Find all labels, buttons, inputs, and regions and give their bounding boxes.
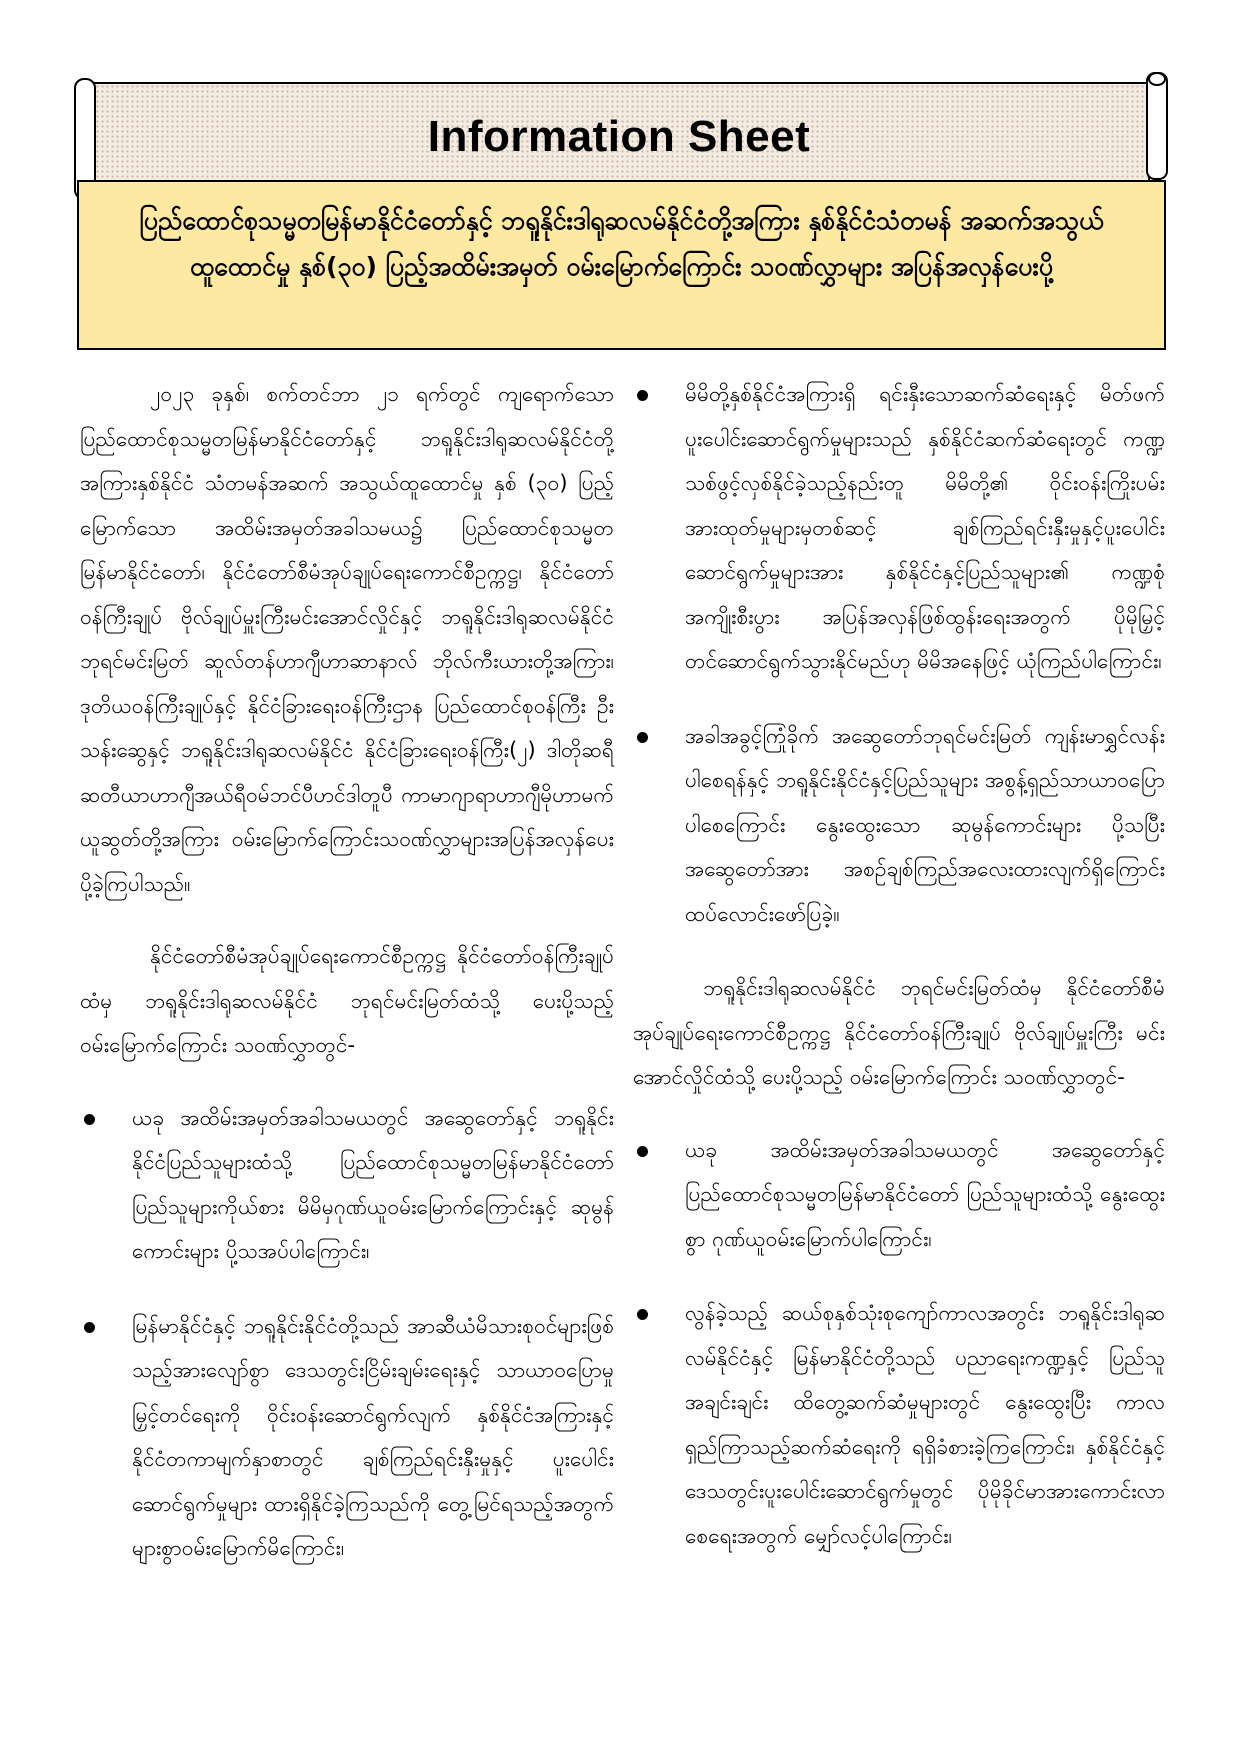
bullet-list	[80, 1096, 614, 1571]
list-item: ယခု အထိမ်းအမှတ်အခါသမယတွင် အဆွေတော်နှင့် ပြည်ထောင်စုသမ္မတမြန်မာနိုင်ငံတော် ပြည်သူများထံသို့ နွေးထွေးစွာ ဂုဏ်ယူဝမ်းမြောက်ပါကြောင်း၊	[633, 1128, 1165, 1262]
scroll-right-curl	[1146, 72, 1168, 180]
scroll-knob	[1148, 72, 1166, 86]
bullet-list	[633, 1128, 1165, 1559]
list-item: အခါအခွင့်ကြုံခိုက် အဆွေတော်ဘုရင်မင်းမြတ် ကျန်းမာရွှင်လန်းပါစေရန်နှင့် ဘရူနိုင်းနိုင်ငံနှင့်ပြည်သူများ အစွန့်ရှည်သာယာဝပြောပါစေကြောင်း နွေးထွေးသော ဆုမွန်ကောင်းများ ပို့သပြီး အဆွေတော်အား အစဉ်ချစ်ကြည်အလေးထားလျက်ရှိကြောင်း ထပ်လောင်းဖော်ပြခဲ့။	[633, 714, 1165, 937]
headline-box	[77, 180, 1166, 350]
title-banner	[74, 78, 1172, 184]
reply-intro-paragraph: ဘရူနိုင်းဒါရုဆလမ်နိုင်ငံ ဘုရင်မင်းမြတ်ထံမှ နိုင်ငံတော်စီမံအုပ်ချုပ်ရေးကောင်စီဥက္ကဋ္ဌ နိုင်ငံတော်ဝန်ကြီးချုပ် ဗိုလ်ချုပ်မှူးကြီး မင်းအောင်လှိုင်ထံသို့ ပေးပို့သည့် ဝမ်းမြောက်ကြောင်း သဝဏ်လွှာတွင်-	[633, 976, 1165, 1089]
list-item: မြန်မာနိုင်ငံနှင့် ဘရူနိုင်းနိုင်ငံတို့သည် အာဆီယံမိသားစုဝင်များဖြစ်သည့်အားလျော်စွာ ဒေသတွင်းငြိမ်းချမ်းရေးနှင့် သာယာဝပြောမှုမြှင့်တင်ရေးကို ဝိုင်းဝန်းဆောင်ရွက်လျက် နှစ်နိုင်ငံအကြားနှင့် နိုင်ငံတကာမျက်နှာစာတွင် ချစ်ကြည်ရင်းနှီးမှုနှင့် ပူးပေါင်းဆောင်ရွက်မှုများ ထားရှိနိုင်ခဲ့ကြသည်ကို တွေ့မြင်ရသည့်အတွက် များစွာဝမ်းမြောက်မိကြောင်း၊	[80, 1304, 614, 1571]
headline: ပြည်ထောင်စုသမ္မတမြန်မာနိုင်ငံတော်နှင့် ဘရူနိုင်းဒါရုဆလမ်နိုင်ငံတို့အကြား နှစ်နိုင်ငံသံတမန် အဆက်အသွယ်ထူထောင်မှု နှစ်(၃၀) ပြည့်အထိမ်းအမှတ် ဝမ်းမြောက်ကြောင်း သဝဏ်လွှာများ အပြန်အလှန်ပေးပို့	[139, 206, 1104, 281]
bullet-icon	[637, 390, 648, 401]
letter-intro-paragraph: နိုင်ငံတော်စီမံအုပ်ချုပ်ရေးကောင်စီဥက္ကဋ္ဌ နိုင်ငံတော်ဝန်ကြီးချုပ်ထံမှ ဘရူနိုင်းဒါရုဆလမ်နိုင်ငံ ဘုရင်မင်းမြတ်ထံသို့ ပေးပို့သည့် ဝမ်းမြောက်ကြောင်း သဝဏ်လွှာတွင်-	[80, 944, 614, 1057]
left-column	[80, 372, 614, 1601]
banner-body	[88, 82, 1150, 182]
list-item: ယခု အထိမ်းအမှတ်အခါသမယတွင် အဆွေတော်နှင့် ဘရူနိုင်းနိုင်ငံပြည်သူများထံသို့ ပြည်ထောင်စုသမ္မတမြန်မာနိုင်ငံတော် ပြည်သူများကိုယ်စား မိမိမှဂုဏ်ယူဝမ်းမြောက်ကြောင်းနှင့် ဆုမွန်ကောင်းများ ပို့သအပ်ပါကြောင်း၊	[80, 1096, 614, 1274]
bullet-icon	[84, 1114, 95, 1125]
bullet-list	[633, 372, 1165, 936]
bullet-icon	[637, 1146, 648, 1157]
bullet-icon	[84, 1322, 95, 1333]
sheet-title: Information Sheet	[427, 112, 811, 161]
list-item: လွန်ခဲ့သည့် ဆယ်စုနှစ်သုံးစုကျော်ကာလအတွင်း ဘရူနိုင်းဒါရုဆလမ်နိုင်ငံနှင့် မြန်မာနိုင်ငံတို့သည် ပညာရေးကဏ္ဍနှင့် ပြည်သူအချင်းချင်း ထိတွေ့ဆက်ဆံမှုများတွင် နွေးထွေးပြီး ကာလရှည်ကြာသည့်ဆက်ဆံရေးကို ရရှိခံစားခဲ့ကြကြောင်း၊ နှစ်နိုင်ငံနှင့် ဒေသတွင်းပူးပေါင်းဆောင်ရွက်မှုတွင် ပိုမိုခိုင်မာအားကောင်းလာစေရေးအတွက် မျှော်လင့်ပါကြောင်း၊	[633, 1291, 1165, 1558]
bullet-icon	[637, 1309, 648, 1320]
intro-paragraph: ၂၀၂၃ ခုနှစ်၊ စက်တင်ဘာ ၂၁ ရက်တွင် ကျရောက်သော ပြည်ထောင်စုသမ္မတမြန်မာနိုင်ငံတော်နှင့် ဘရူနိုင်းဒါရုဆလမ်နိုင်ငံတို့အကြားနှစ်နိုင်ငံ သံတမန်အဆက် အသွယ်ထူထောင်မှု နှစ် (၃၀) ပြည့်မြောက်သော အထိမ်းအမှတ်အခါသမယ၌ ပြည်ထောင်စုသမ္မတမြန်မာနိုင်ငံတော်၊ နိုင်ငံတော်စီမံအုပ်ချုပ်ရေးကောင်စီဥက္ကဋ္ဌ၊ နိုင်ငံတော်ဝန်ကြီးချုပ် ဗိုလ်ချုပ်မှူးကြီးမင်းအောင်လှိုင်နှင့် ဘရူနိုင်းဒါရုဆလမ်နိုင်ငံ ဘုရင်မင်းမြတ် ဆူလ်တန်ဟာဂျီဟာဆာနာလ် ဘိုလ်ကီးယားတို့အကြား၊ ဒုတိယဝန်ကြီးချုပ်နှင့် နိုင်ငံခြားရေးဝန်ကြီးဌာန ပြည်ထောင်စုဝန်ကြီး ဦးသန်းဆွေနှင့် ဘရူနိုင်းဒါရုဆလမ်နိုင်ငံ နိုင်ငံခြားရေးဝန်ကြီး(၂) ဒါတိုဆရီဆတီယာဟာဂျီအယ်ရီဝမ်ဘင်ပီဟင်ဒါတူပီ ကာမာဂျာရာဟာဂျီမိုဟာမက်ယူဆွတ်တို့အကြား ဝမ်းမြောက်ကြောင်းသဝဏ်လွှာများအပြန်အလှန်ပေးပို့ခဲ့ကြပါသည်။	[80, 382, 614, 896]
right-column	[633, 372, 1165, 1588]
list-item: မိမိတို့နှစ်နိုင်ငံအကြားရှိ ရင်းနှီးသောဆက်ဆံရေးနှင့် မိတ်ဖက်ပူးပေါင်းဆောင်ရွက်မှုများသည် နှစ်နိုင်ငံဆက်ဆံရေးတွင် ကဏ္ဍသစ်ဖွင့်လှစ်နိုင်ခဲ့သည့်နည်းတူ မိမိတို့၏ ဝိုင်းဝန်းကြိုးပမ်းအားထုတ်မှုများမှတစ်ဆင့် ချစ်ကြည်ရင်းနှီးမှုနှင့်ပူးပေါင်းဆောင်ရွက်မှုများအား နှစ်နိုင်ငံနှင့်ပြည်သူများ၏ ကဏ္ဍစုံအကျိုးစီးပွား အပြန်အလှန်ဖြစ်ထွန်းရေးအတွက် ပိုမိုမြှင့်တင်ဆောင်ရွက်သွားနိုင်မည်ဟု မိမိအနေဖြင့် ယုံကြည်ပါကြောင်း၊	[633, 372, 1165, 684]
bullet-icon	[637, 732, 648, 743]
